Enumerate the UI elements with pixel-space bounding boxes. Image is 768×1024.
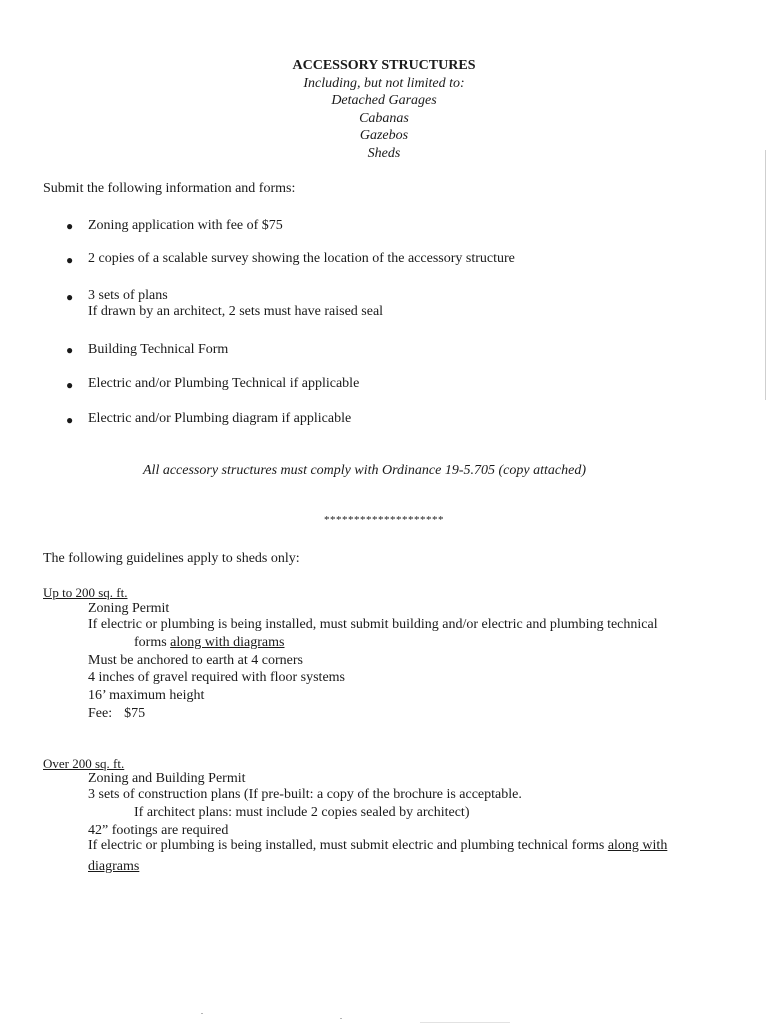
compliance-note: All accessory structures must comply with Ordinance 19-5.705 (copy attached) (143, 463, 586, 478)
list-item: Electric and/or Plumbing Technical if applicable (88, 376, 360, 391)
large-shed-underlined-text: along with (607, 838, 668, 853)
large-shed-line: 3 sets of construction plans (If pre-built: a copy of the brochure is acceptable. (88, 787, 522, 802)
small-shed-line: 16’ maximum height (88, 688, 205, 703)
fee-value: $75 (124, 706, 146, 721)
large-shed-heading: Over 200 sq. ft. (43, 756, 125, 771)
small-shed-underlined-text: along with diagrams (170, 635, 285, 650)
small-shed-heading: Up to 200 sq. ft. (43, 585, 128, 600)
large-shed-line: Zoning and Building Permit (88, 771, 246, 786)
list-item: 3 sets of plans (88, 288, 168, 303)
small-shed-line-text: forms (134, 635, 171, 650)
bullet-icon: ● (66, 343, 74, 357)
asterisk-separator: ******************** (324, 514, 444, 526)
requirements-intro: Submit the following information and forms: (43, 181, 296, 196)
scan-speck (420, 1022, 510, 1023)
bullet-icon: ● (66, 413, 74, 427)
bullet-icon: ● (66, 253, 74, 267)
large-shed-line: 42” footings are required (88, 823, 229, 838)
document-title: ACCESSORY STRUCTURES (292, 58, 476, 73)
fee-label: Fee: (88, 706, 113, 721)
list-item: Building Technical Form (88, 342, 229, 357)
small-shed-line (134, 635, 284, 651)
list-item-subtext: If drawn by an architect, 2 sets must have raised seal (88, 304, 384, 319)
scan-edge-mark (765, 150, 766, 400)
bullet-icon: ● (66, 290, 74, 304)
large-shed-underlined-text: diagrams (88, 859, 140, 874)
large-shed-line-text: If electric or plumbing is being installed, must submit electric and plumbing technical forms (88, 838, 608, 853)
structure-type-sheds: Sheds (367, 146, 401, 161)
list-item: 2 copies of a scalable survey showing the location of the accessory structure (88, 251, 515, 266)
large-shed-line: If architect plans: must include 2 copies sealed by architect) (134, 805, 470, 820)
list-item: Electric and/or Plumbing diagram if applicable (88, 411, 352, 426)
bullet-icon: ● (66, 378, 74, 392)
sheds-guidelines-intro: The following guidelines apply to sheds only: (43, 551, 300, 566)
large-shed-line (88, 838, 667, 854)
structure-type-gazebos: Gazebos (359, 128, 409, 143)
list-item: Zoning application with fee of $75 (88, 218, 283, 233)
scan-speck (201, 1013, 203, 1014)
scan-speck (340, 1018, 342, 1019)
structure-type-detached-garages: Detached Garages (331, 93, 437, 108)
small-shed-line: Must be anchored to earth at 4 corners (88, 653, 303, 668)
small-shed-line: Zoning Permit (88, 601, 170, 616)
small-shed-line: If electric or plumbing is being installed, must submit building and/or electric and plumbing technical (88, 617, 658, 632)
small-shed-line: 4 inches of gravel required with floor systems (88, 670, 345, 685)
structure-type-cabanas: Cabanas (359, 111, 409, 126)
bullet-icon: ● (66, 219, 74, 233)
small-shed-fee (88, 706, 145, 722)
document-subtitle: Including, but not limited to: (303, 76, 465, 91)
